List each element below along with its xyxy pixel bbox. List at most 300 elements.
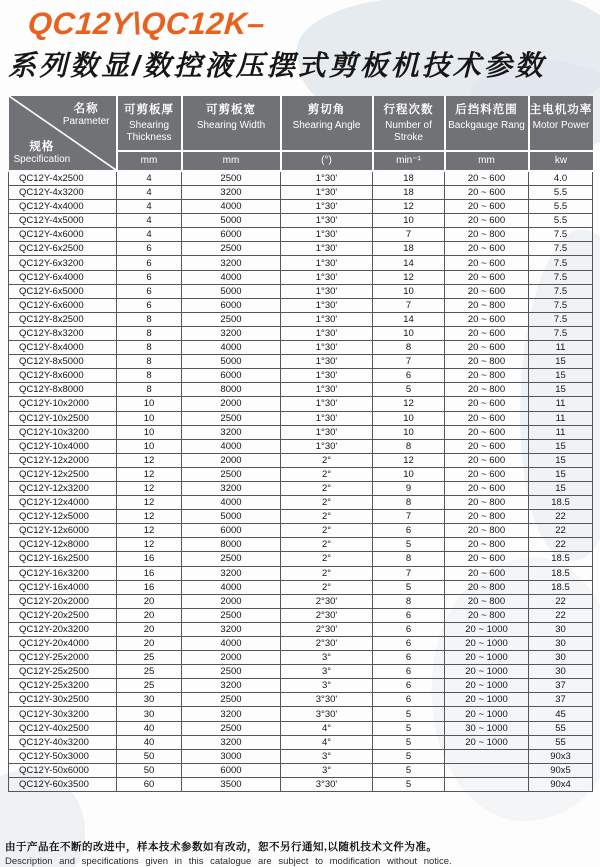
value-cell: 5 [373,580,445,594]
value-cell: 10 [373,425,445,439]
value-cell: 15 [529,439,593,453]
value-cell: 8 [117,355,182,369]
value-cell: 90x4 [529,777,593,791]
value-cell: 5000 [182,284,281,298]
model-cell: QC12Y-4x6000 [9,228,117,242]
value-cell: 1°30' [281,341,373,355]
table-row [9,608,593,622]
model-cell: QC12Y-12x2500 [9,467,117,481]
column-title-cn: 剪切角 [307,104,346,116]
value-cell: 20 ~ 800 [445,538,529,552]
value-cell: 7 [373,510,445,524]
value-cell: 2500 [182,721,281,735]
value-cell: 2500 [182,242,281,256]
value-cell: 20 ~ 800 [445,608,529,622]
value-cell: 10 [373,411,445,425]
value-cell: 5.5 [529,214,593,228]
value-cell: 20 [117,622,182,636]
table-row [9,552,593,566]
value-cell: 8 [373,594,445,608]
value-cell: 20 ~ 600 [445,284,529,298]
table-row [9,200,593,214]
model-cell: QC12Y-4x3200 [9,186,117,200]
value-cell: 10 [373,326,445,340]
table-row [9,467,593,481]
value-cell: 5 [373,721,445,735]
value-cell: 22 [529,538,593,552]
model-cell: QC12Y-50x3000 [9,749,117,763]
value-cell: 8 [117,326,182,340]
spec-table-body [9,171,593,792]
value-cell: 12 [373,200,445,214]
value-cell: 20 ~ 600 [445,214,529,228]
value-cell: 50 [117,749,182,763]
value-cell: 2000 [182,651,281,665]
value-cell: 18 [373,186,445,200]
value-cell: 22 [529,594,593,608]
value-cell: 20 ~ 800 [445,580,529,594]
value-cell: 2500 [182,467,281,481]
value-cell: 2000 [182,397,281,411]
value-cell: 7.5 [529,298,593,312]
value-cell: 2000 [182,594,281,608]
value-cell: 7 [373,355,445,369]
value-cell: 2° [281,481,373,495]
series-subtitle: 系列数显/数控液压摆式剪板机技术参数 [8,50,546,81]
model-cell: QC12Y-20x4000 [9,637,117,651]
value-cell: 1°30' [281,383,373,397]
model-cell: QC12Y-25x2000 [9,651,117,665]
value-cell: 12 [117,524,182,538]
table-row [9,707,593,721]
value-cell: 20 ~ 600 [445,411,529,425]
footnote [5,839,595,867]
value-cell: 15 [529,467,593,481]
spec-table [8,96,593,792]
value-cell: 4 [117,186,182,200]
column-title-cn: 行程次数 [383,104,434,116]
table-row [9,524,593,538]
value-cell: 16 [117,552,182,566]
table-header-row [9,96,593,171]
value-cell: 20 ~ 800 [445,496,529,510]
value-cell: 1°30' [281,242,373,256]
value-cell: 18 [373,242,445,256]
value-cell: 20 ~ 1000 [445,665,529,679]
value-cell: 10 [373,467,445,481]
value-cell: 20 ~ 800 [445,298,529,312]
value-cell: 37 [529,679,593,693]
value-cell: 22 [529,524,593,538]
column-header-width [182,96,281,171]
table-row [9,369,593,383]
corner-name-en: Parameter [62,116,110,127]
value-cell: 20 ~ 800 [445,594,529,608]
value-cell: 20 ~ 600 [445,242,529,256]
value-cell: 20 [117,608,182,622]
value-cell: 4000 [182,439,281,453]
model-cell: QC12Y-4x4000 [9,200,117,214]
value-cell: 2°30' [281,637,373,651]
value-cell: 1°30' [281,425,373,439]
value-cell: 20 ~ 1000 [445,693,529,707]
value-cell: 5.5 [529,200,593,214]
value-cell: 20 ~ 600 [445,186,529,200]
value-cell: 6 [373,679,445,693]
model-cell: QC12Y-12x8000 [9,538,117,552]
corner-name-cn: 名称 [73,103,99,115]
value-cell: 4000 [182,496,281,510]
column-header-power [529,96,593,171]
table-row [9,341,593,355]
value-cell: 5 [373,383,445,397]
value-cell: 20 ~ 1000 [445,735,529,749]
value-cell: 6 [373,637,445,651]
value-cell: 12 [117,538,182,552]
value-cell: 37 [529,693,593,707]
value-cell: 22 [529,608,593,622]
corner-spec-cn: 规格 [29,141,55,153]
column-header-angle [281,96,373,171]
value-cell: 7.5 [529,228,593,242]
value-cell: 3200 [182,326,281,340]
model-cell: QC12Y-4x5000 [9,214,117,228]
value-cell: 6000 [182,228,281,242]
value-cell: 30 [117,707,182,721]
model-cell: QC12Y-8x5000 [9,355,117,369]
model-cell: QC12Y-12x2000 [9,453,117,467]
table-row [9,270,593,284]
value-cell: 15 [529,369,593,383]
value-cell: 11 [529,425,593,439]
value-cell: 40 [117,735,182,749]
value-cell: 6 [117,270,182,284]
value-cell: 18.5 [529,552,593,566]
value-cell: 2500 [182,665,281,679]
value-cell: 12 [373,453,445,467]
value-cell: 3200 [182,622,281,636]
value-cell: 2° [281,552,373,566]
value-cell: 3° [281,749,373,763]
table-row [9,693,593,707]
value-cell: 1°30' [281,397,373,411]
value-cell: 20 ~ 600 [445,439,529,453]
value-cell: 10 [117,411,182,425]
model-cell: QC12Y-40x2500 [9,721,117,735]
value-cell: 3200 [182,256,281,270]
column-title-en: Shearing Width [196,120,266,131]
value-cell: 7 [373,298,445,312]
value-cell: 1°30' [281,298,373,312]
value-cell [445,777,529,791]
value-cell: 2° [281,538,373,552]
value-cell: 20 ~ 600 [445,397,529,411]
table-row [9,622,593,636]
value-cell: 30 [529,622,593,636]
value-cell: 8 [117,341,182,355]
table-row [9,411,593,425]
value-cell: 16 [117,566,182,580]
model-cell: QC12Y-12x4000 [9,496,117,510]
value-cell: 10 [373,284,445,298]
model-cell: QC12Y-8x2500 [9,312,117,326]
table-row [9,749,593,763]
value-cell: 2° [281,524,373,538]
value-cell: 8 [373,552,445,566]
table-row [9,453,593,467]
value-cell: 5 [373,538,445,552]
value-cell: 20 ~ 600 [445,341,529,355]
model-cell: QC12Y-8x8000 [9,383,117,397]
value-cell: 8000 [182,538,281,552]
value-cell: 4 [117,171,182,186]
model-cell: QC12Y-6x2500 [9,242,117,256]
value-cell: 7.5 [529,312,593,326]
value-cell: 5 [373,707,445,721]
value-cell: 20 [117,594,182,608]
model-cell: QC12Y-6x5000 [9,284,117,298]
value-cell: 6000 [182,524,281,538]
value-cell: 3°30' [281,693,373,707]
value-cell: 4000 [182,580,281,594]
table-row [9,228,593,242]
column-header-backgauge [445,96,529,171]
table-row [9,284,593,298]
value-cell: 20 ~ 600 [445,256,529,270]
value-cell: 30 [529,665,593,679]
value-cell: 3°30' [281,777,373,791]
value-cell: 20 ~ 800 [445,383,529,397]
value-cell: 4000 [182,270,281,284]
corner-specification-label [14,138,71,165]
value-cell: 1°30' [281,214,373,228]
model-cell: QC12Y-25x3200 [9,679,117,693]
column-title-cn: 后挡料范围 [455,104,518,116]
value-cell: 20 ~ 800 [445,524,529,538]
table-row [9,566,593,580]
model-cell: QC12Y-6x6000 [9,298,117,312]
value-cell: 7.5 [529,270,593,284]
model-cell: QC12Y-16x2500 [9,552,117,566]
value-cell: 5 [373,777,445,791]
value-cell: 5000 [182,214,281,228]
column-title-en: Backgauge Rang [448,120,525,131]
value-cell: 50 [117,763,182,777]
value-cell: 4° [281,721,373,735]
value-cell: 3° [281,763,373,777]
value-cell: 20 ~ 600 [445,326,529,340]
model-cell: QC12Y-10x3200 [9,425,117,439]
value-cell: 12 [117,467,182,481]
table-row [9,326,593,340]
table-row [9,425,593,439]
value-cell: 22 [529,510,593,524]
value-cell: 12 [373,270,445,284]
table-row [9,510,593,524]
value-cell: 3200 [182,679,281,693]
value-cell: 1°30' [281,312,373,326]
value-cell: 2° [281,510,373,524]
value-cell: 16 [117,580,182,594]
column-title-cn: 可剪板宽 [206,104,256,116]
table-row [9,651,593,665]
model-cell: QC12Y-8x3200 [9,326,117,340]
value-cell: 5 [373,749,445,763]
column-title-en: Number of Stroke [385,120,432,143]
value-cell: 2°30' [281,622,373,636]
value-cell: 20 ~ 1000 [445,637,529,651]
value-cell: 4000 [182,637,281,651]
value-cell: 12 [373,397,445,411]
value-cell: 2500 [182,312,281,326]
value-cell: 3°30' [281,707,373,721]
value-cell: 30 ~ 1000 [445,721,529,735]
value-cell: 25 [117,651,182,665]
value-cell: 3° [281,679,373,693]
value-cell: 3000 [182,749,281,763]
value-cell: 6 [117,242,182,256]
value-cell: 30 [117,693,182,707]
value-cell: 14 [373,256,445,270]
value-cell: 20 ~ 600 [445,270,529,284]
value-cell: 14 [373,312,445,326]
value-cell: 7 [373,566,445,580]
value-cell: 20 ~ 600 [445,425,529,439]
model-cell: QC12Y-40x3200 [9,735,117,749]
model-cell: QC12Y-20x2500 [9,608,117,622]
value-cell: 7.5 [529,326,593,340]
column-unit: mm [446,150,528,170]
value-cell: 1°30' [281,355,373,369]
value-cell: 8 [373,341,445,355]
value-cell: 30 [529,637,593,651]
value-cell: 2° [281,496,373,510]
value-cell: 6 [373,608,445,622]
corner-parameter-label [63,100,110,127]
value-cell: 6000 [182,298,281,312]
table-row [9,481,593,495]
value-cell: 20 ~ 600 [445,312,529,326]
model-cell: QC12Y-8x6000 [9,369,117,383]
table-row [9,763,593,777]
value-cell: 3200 [182,186,281,200]
value-cell: 20 ~ 600 [445,171,529,186]
model-cell: QC12Y-10x2500 [9,411,117,425]
value-cell: 5.5 [529,186,593,200]
model-cell: QC12Y-60x3500 [9,777,117,791]
column-title-cn: 可剪板厚 [124,104,174,116]
value-cell: 8 [373,439,445,453]
value-cell: 10 [117,397,182,411]
value-cell: 1°30' [281,270,373,284]
value-cell: 20 ~ 1000 [445,651,529,665]
value-cell: 55 [529,721,593,735]
model-cell: QC12Y-12x3200 [9,481,117,495]
value-cell: 2500 [182,411,281,425]
model-cell: QC12Y-30x3200 [9,707,117,721]
column-header-strokes [373,96,445,171]
value-cell: 2500 [182,552,281,566]
value-cell: 20 ~ 600 [445,453,529,467]
value-cell: 6000 [182,763,281,777]
value-cell: 4 [117,200,182,214]
series-title: QC12Y\QC12K– [26,6,267,41]
value-cell: 60 [117,777,182,791]
value-cell: 4000 [182,200,281,214]
value-cell: 18.5 [529,566,593,580]
table-row [9,721,593,735]
value-cell: 20 [117,637,182,651]
table-row [9,637,593,651]
value-cell: 40 [117,721,182,735]
table-row [9,397,593,411]
table-row [9,256,593,270]
value-cell: 5 [373,763,445,777]
model-cell: QC12Y-25x2500 [9,665,117,679]
value-cell: 20 ~ 800 [445,510,529,524]
value-cell: 18.5 [529,496,593,510]
table-row [9,496,593,510]
value-cell: 20 ~ 1000 [445,707,529,721]
model-cell: QC12Y-8x4000 [9,341,117,355]
value-cell: 6 [117,298,182,312]
value-cell: 3° [281,665,373,679]
value-cell: 1°30' [281,439,373,453]
value-cell: 25 [117,665,182,679]
value-cell: 12 [117,496,182,510]
value-cell: 8 [373,496,445,510]
table-row [9,735,593,749]
model-cell: QC12Y-12x5000 [9,510,117,524]
column-unit: mm [118,150,181,170]
value-cell: 6 [373,665,445,679]
value-cell: 90x5 [529,763,593,777]
value-cell: 5 [373,735,445,749]
value-cell: 7.5 [529,256,593,270]
value-cell: 2° [281,467,373,481]
model-cell: QC12Y-6x3200 [9,256,117,270]
value-cell: 2°30' [281,594,373,608]
value-cell: 2° [281,453,373,467]
table-row [9,665,593,679]
value-cell: 55 [529,735,593,749]
value-cell: 3200 [182,481,281,495]
value-cell: 45 [529,707,593,721]
value-cell: 6 [117,284,182,298]
model-cell: QC12Y-6x4000 [9,270,117,284]
value-cell: 1°30' [281,411,373,425]
table-row [9,538,593,552]
model-cell: QC12Y-10x4000 [9,439,117,453]
value-cell: 1°30' [281,171,373,186]
value-cell: 2500 [182,608,281,622]
value-cell: 8 [117,312,182,326]
value-cell: 6 [373,693,445,707]
corner-spec-en: Specification [13,154,71,165]
value-cell: 10 [117,439,182,453]
value-cell: 3200 [182,425,281,439]
table-row [9,594,593,608]
value-cell: 1°30' [281,326,373,340]
table-row [9,214,593,228]
table-row [9,298,593,312]
value-cell: 3500 [182,777,281,791]
value-cell: 3200 [182,735,281,749]
value-cell: 10 [117,425,182,439]
model-cell: QC12Y-4x2500 [9,171,117,186]
column-unit: min⁻¹ [374,150,444,170]
value-cell: 11 [529,341,593,355]
